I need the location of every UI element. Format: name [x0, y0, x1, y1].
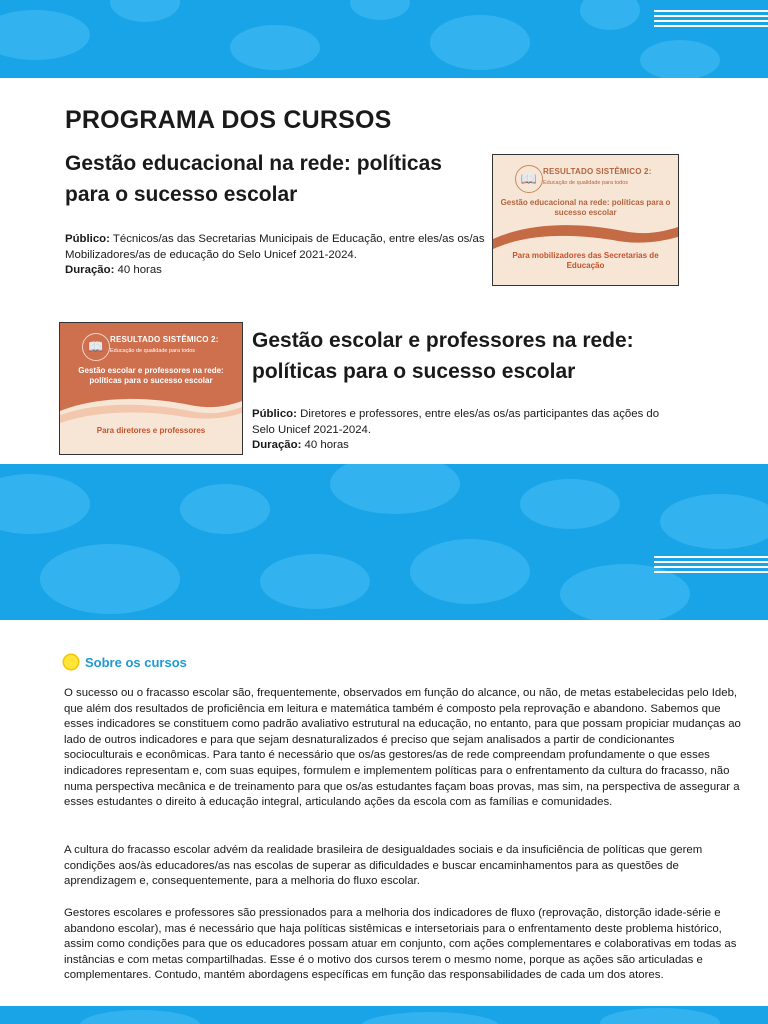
course-info [65, 232, 485, 279]
sun-icon [64, 655, 78, 669]
course-title: Gestão educacional na rede: políticas para o sucesso escolar [65, 152, 442, 206]
duracao-text: 40 horas [117, 264, 162, 277]
header-band [0, 0, 768, 78]
footer-band [0, 1006, 768, 1024]
course-title: Gestão escolar e professores na rede: políticas para o sucesso escolar [252, 329, 634, 383]
paragraph: O sucesso ou o fracasso escolar são, frequentemente, observados em função do alcance, ou não, de metas estabelecidas pelo Ideb, que além dos resultados de proficiência em leitura e matemática também é composto pela reprovação e abandono. Sabemos que esses indicadores se constituem como padrão avaliativo estrutural na educação, no entanto, para que possam propiciar mudanças ao lado de outros indicadores e para que sejam desnaturalizados é preciso que sejam analisados a partir de condicionantes socioculturais e econômicas. Para tanto é necessário que os/as gestores/as de rede compreendam profundamente o que esses indicadores representam e, com suas equipes, formulem e implementem políticas para o enfrentamento da cultura do fracasso, não numa perspectiva mecânica e de treinamento para que os/as estudantes façam boas provas, mas sim, na perspectiva de assegurar a esses estudantes o direito à educação integral, articulando ações da escola com as famílias e comunidades. [64, 687, 741, 809]
duracao-label: Duração: [252, 439, 302, 452]
paragraph: A cultura do fracasso escolar advém da realidade brasileira de desigualdades sociais e da insuficiência de políticas que gerem condições aos/às educadores/as nas escolas de superar as dificuldades e buscar encaminhamentos para as questões de aprendizagem e, consequentemente, para a melhoria do fluxo escolar. [64, 844, 703, 888]
cover-title: Gestão educacional na rede: políticas para o sucesso escolar [500, 198, 671, 217]
duracao-text: 40 horas [304, 439, 349, 452]
page-title: PROGRAMA DOS CURSOS [65, 106, 392, 134]
publico-text: Técnicos/as das Secretarias Municipais de Educação, entre eles/as os/as Mobilizadores/as de educação do Selo Unicef 2021-2024. [65, 233, 485, 261]
course-cover-image [492, 154, 679, 286]
stripes-decoration [654, 556, 768, 576]
course-cover-image [59, 322, 243, 455]
cover-label: RESULTADO SISTÊMICO 2: [110, 335, 219, 344]
book-icon: 📖 [82, 333, 110, 361]
section-title-text: Sobre os cursos [85, 654, 187, 670]
cover-footer: Para mobilizadores das Secretarias de Educação [512, 251, 659, 270]
publico-text: Diretores e professores, entre eles/as os/as participantes das ações do Selo Unicef 2021-2024. [252, 408, 660, 436]
wave-decoration [493, 221, 678, 251]
cover-subtitle: Educação de qualidade para todos [543, 180, 629, 186]
book-icon: 📖 [515, 165, 543, 193]
stripes-decoration [654, 10, 768, 30]
publico-label: Público: [65, 233, 110, 245]
decorative-band [0, 464, 768, 620]
cover-title: Gestão escolar e professores na rede: políticas para o sucesso escolar [78, 366, 224, 385]
cover-label: RESULTADO SISTÊMICO 2: [543, 167, 652, 176]
publico-label: Público: [252, 408, 297, 420]
paragraph: Gestores escolares e professores são pressionados para a melhoria dos indicadores de fluxo (reprovação, distorção idade-série e abandono escolar), mas é necessário que haja políticas sistêmicas e intersetoriais para o enfrentamento deste problema histórico, assim como condições para que os educadores possam atuar em conjunto, com ações complementares e colaborativas em todas as instâncias e com metas compartilhadas. Esse é o motivo dos cursos terem o mesmo nome, porque as ações são articuladas e complementares. Contudo, mantém abordagens específicas em função das responsabilidades de cada um dos atores. [64, 907, 737, 982]
cover-footer: Para diretores e professores [96, 426, 206, 435]
wave-decoration [60, 391, 242, 455]
duracao-label: Duração: [65, 264, 115, 277]
section-title [64, 653, 187, 671]
course-info [252, 407, 672, 454]
cover-subtitle: Educação de qualidade para todos [110, 348, 196, 354]
